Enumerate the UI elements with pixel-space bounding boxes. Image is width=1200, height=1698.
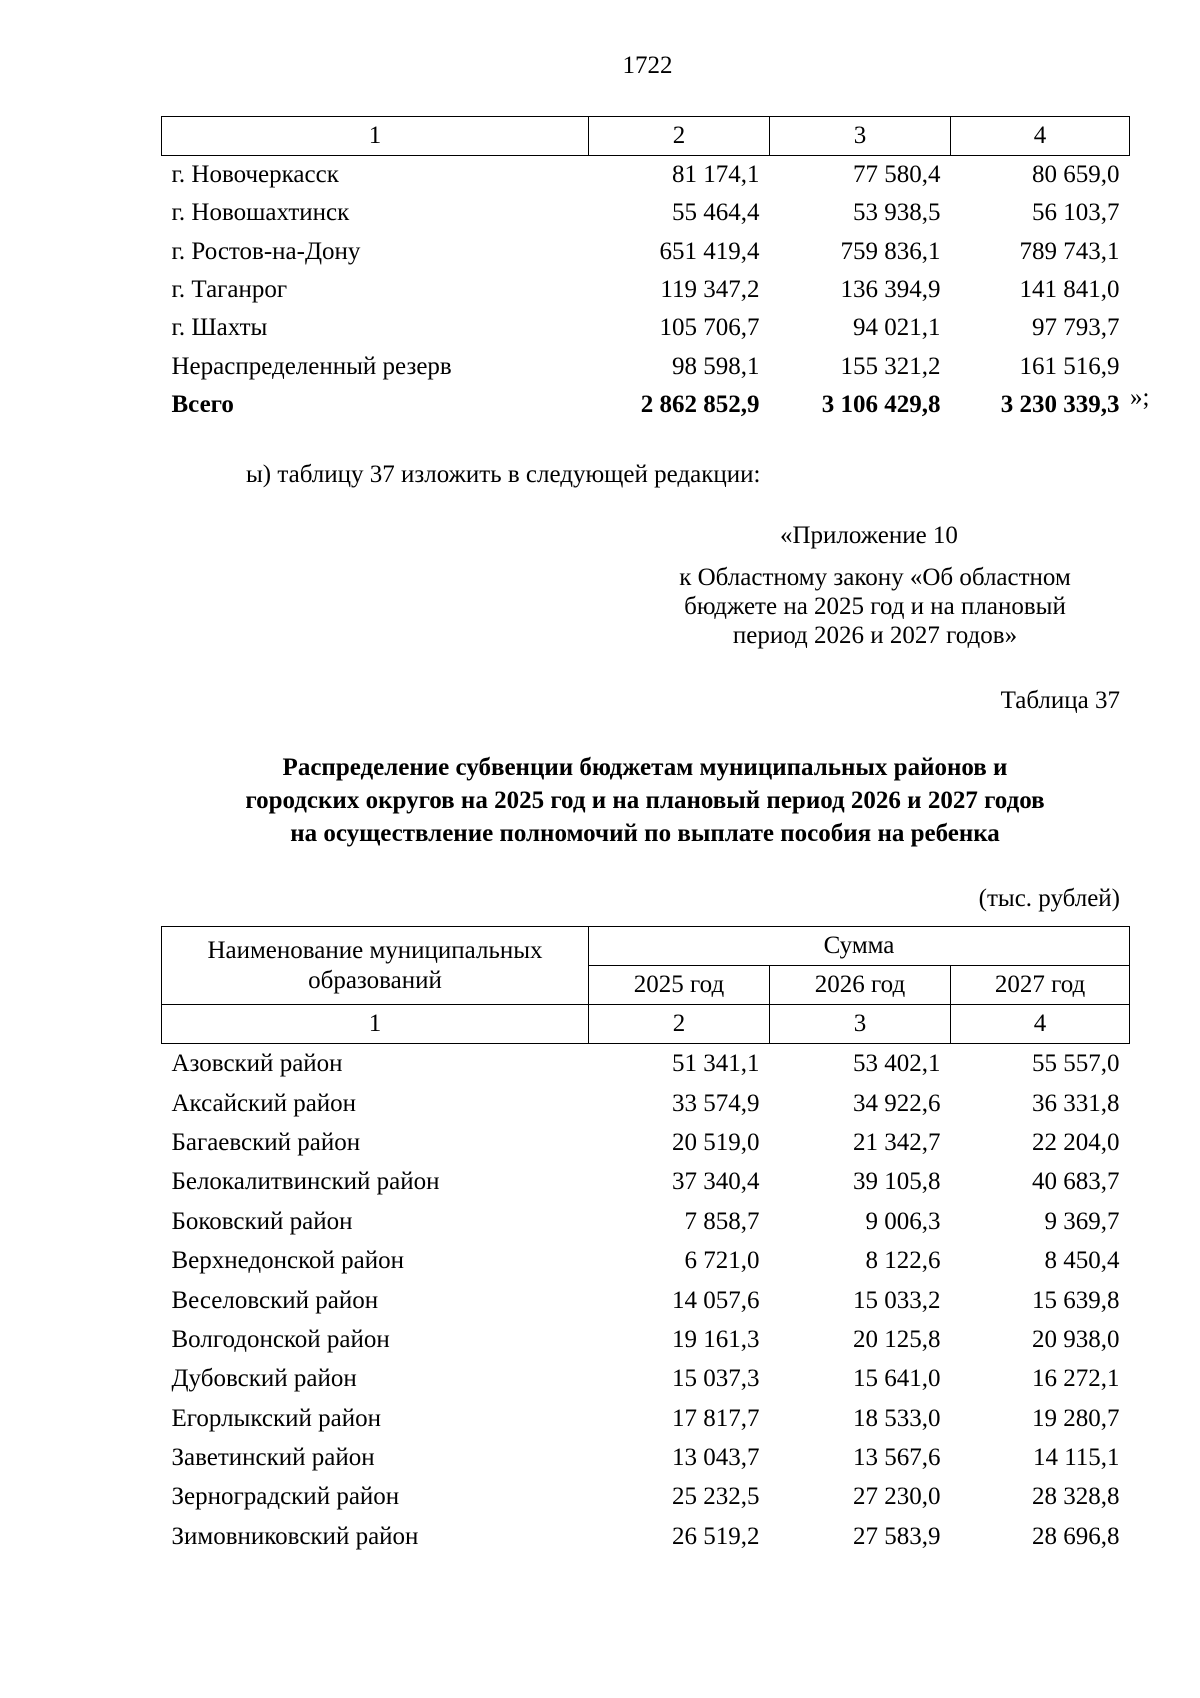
subvention-table: [161, 926, 1129, 1556]
year-header: 2027 год: [951, 966, 1130, 1005]
table-row: [162, 233, 1130, 271]
value-2026: 53 402,1: [853, 1050, 941, 1078]
value-2025: 13 043,7: [672, 1444, 760, 1472]
value-2026: 15 033,2: [853, 1286, 941, 1314]
column-number: 3: [770, 117, 951, 156]
table-row: [162, 1241, 1130, 1280]
municipality-name: Волгодонской район: [171, 1325, 390, 1353]
value-2025: 119 347,2: [660, 276, 760, 304]
header-row: [162, 927, 1130, 966]
table-row: [162, 1044, 1130, 1084]
municipality-name: Веселовский район: [171, 1286, 379, 1314]
value-2027: 22 204,0: [1032, 1128, 1120, 1156]
value-2027: 8 450,4: [1044, 1247, 1120, 1275]
total-row: [162, 386, 1130, 424]
municipality-name: Белокалитвинский район: [171, 1168, 440, 1196]
table-title-line: городских округов на 2025 год и на плановый период 2026 и 2027 годов: [245, 787, 1045, 814]
table-row: [162, 1320, 1130, 1359]
table-label: Таблица 37: [1000, 687, 1120, 714]
municipality-name: г. Новошахтинск: [171, 199, 350, 227]
value-2025: 25 232,5: [672, 1483, 760, 1511]
value-2025: 14 057,6: [672, 1286, 760, 1314]
value-2026: 94 021,1: [853, 314, 941, 342]
table-row: [162, 1399, 1130, 1438]
value-2026: 18 533,0: [853, 1404, 941, 1432]
municipality-name: Заветинский район: [171, 1444, 375, 1472]
table-row: [162, 1162, 1130, 1201]
total-2026: 3 106 429,8: [821, 390, 941, 418]
value-2025: 81 174,1: [672, 161, 760, 189]
sum-header: Сумма: [589, 927, 1130, 966]
municipality-name: Багаевский район: [171, 1128, 361, 1156]
appendix-line: бюджете на 2025 год и на плановый: [684, 593, 1066, 620]
value-2027: 36 331,8: [1032, 1089, 1120, 1117]
value-2026: 39 105,8: [853, 1168, 941, 1196]
value-2026: 155 321,2: [840, 352, 941, 380]
municipality-name: Азовский район: [171, 1050, 343, 1078]
name-column-header: [162, 927, 589, 1005]
municipality-name: Верхнедонской район: [171, 1247, 404, 1275]
header-line: образований: [308, 966, 442, 994]
value-2025: 7 858,7: [684, 1207, 760, 1235]
value-2026: 53 938,5: [853, 199, 941, 227]
municipality-name: Егорлыкский район: [171, 1404, 381, 1432]
column-number: 1: [162, 117, 589, 156]
appendix-title: «Приложение 10: [780, 522, 958, 549]
value-2027: 15 639,8: [1032, 1286, 1120, 1314]
value-2027: 55 557,0: [1032, 1050, 1120, 1078]
table-row: [162, 1359, 1130, 1398]
value-2027: 19 280,7: [1032, 1404, 1120, 1432]
value-2026: 136 394,9: [840, 276, 941, 304]
value-2027: 40 683,7: [1032, 1168, 1120, 1196]
value-2027: 97 793,7: [1032, 314, 1120, 342]
table-row: [162, 1123, 1130, 1162]
table-title-line: Распределение субвенции бюджетам муниципальных районов и: [282, 754, 1008, 781]
closing-quote: »;: [1130, 384, 1150, 411]
value-2026: 27 230,0: [853, 1483, 941, 1511]
year-header: 2026 год: [770, 966, 951, 1005]
value-2025: 15 037,3: [672, 1365, 760, 1393]
table-row: [162, 1438, 1130, 1477]
column-number: 2: [589, 1005, 770, 1044]
value-2025: 37 340,4: [672, 1168, 760, 1196]
value-2027: 80 659,0: [1032, 161, 1120, 189]
value-2027: 28 328,8: [1032, 1483, 1120, 1511]
table-row: [162, 1202, 1130, 1241]
appendix-line: период 2026 и 2027 годов»: [732, 622, 1018, 649]
value-2025: 55 464,4: [672, 199, 760, 227]
value-2025: 17 817,7: [672, 1404, 760, 1432]
value-2026: 34 922,6: [853, 1089, 941, 1117]
total-2025: 2 862 852,9: [640, 390, 760, 418]
municipality-name: Аксайский район: [171, 1089, 357, 1117]
header-line: Наименование муниципальных: [207, 936, 543, 964]
municipality-name: Зимовниковский район: [171, 1522, 419, 1550]
value-2026: 9 006,3: [865, 1207, 941, 1235]
value-2027: 28 696,8: [1032, 1522, 1120, 1550]
table-row: [162, 1083, 1130, 1122]
value-2026: 759 836,1: [840, 237, 941, 265]
value-2026: 21 342,7: [853, 1128, 941, 1156]
continuation-table: [161, 116, 1129, 424]
value-2027: 16 272,1: [1032, 1365, 1120, 1393]
table-row: [162, 194, 1130, 232]
appendix-line: к Областному закону «Об областном: [679, 564, 1071, 591]
value-2027: 789 743,1: [1019, 237, 1120, 265]
value-2025: 26 519,2: [672, 1522, 760, 1550]
value-2025: 20 519,0: [672, 1128, 760, 1156]
total-label: Всего: [171, 390, 234, 418]
table-row: [162, 309, 1130, 347]
value-2027: 161 516,9: [1019, 352, 1120, 380]
value-2027: 56 103,7: [1032, 199, 1120, 227]
column-number: 4: [951, 117, 1130, 156]
value-2027: 9 369,7: [1044, 1207, 1120, 1235]
appendix-reference: [640, 563, 1110, 650]
table-row: [162, 1477, 1130, 1516]
column-number-row: [162, 1005, 1130, 1044]
column-number: 4: [951, 1005, 1130, 1044]
table-title-line: на осуществление полномочий по выплате пособия на ребенка: [290, 820, 1000, 847]
table-row: [162, 156, 1130, 195]
value-2027: 141 841,0: [1019, 276, 1120, 304]
column-number: 3: [770, 1005, 951, 1044]
value-2026: 27 583,9: [853, 1522, 941, 1550]
total-2027: 3 230 339,3: [1000, 390, 1120, 418]
value-2027: 14 115,1: [1032, 1444, 1120, 1472]
value-2025: 33 574,9: [672, 1089, 760, 1117]
table-row: [162, 271, 1130, 309]
table-row: [162, 1517, 1130, 1556]
municipality-name: г. Ростов-на-Дону: [171, 237, 361, 265]
table-row: [162, 347, 1130, 385]
value-2026: 13 567,6: [853, 1444, 941, 1472]
value-2027: 20 938,0: [1032, 1325, 1120, 1353]
municipality-name: г. Новочеркасск: [171, 161, 339, 189]
value-2025: 6 721,0: [684, 1247, 760, 1275]
value-2026: 20 125,8: [853, 1325, 941, 1353]
column-number: 1: [162, 1005, 589, 1044]
units-label: (тыс. рублей): [978, 885, 1120, 912]
column-number-row: [162, 117, 1130, 156]
year-header: 2025 год: [589, 966, 770, 1005]
table-title: [161, 751, 1129, 850]
instruction-text: ы) таблицу 37 изложить в следующей редакции:: [246, 461, 761, 488]
page-number: 1722: [622, 52, 673, 79]
municipality-name: Дубовский район: [171, 1365, 357, 1393]
value-2025: 98 598,1: [672, 352, 760, 380]
column-number: 2: [589, 117, 770, 156]
municipality-name: Зерноградский район: [171, 1483, 400, 1511]
municipality-name: г. Шахты: [171, 314, 268, 342]
value-2025: 105 706,7: [659, 314, 760, 342]
municipality-name: Боковский район: [171, 1207, 353, 1235]
value-2025: 51 341,1: [672, 1050, 760, 1078]
municipality-name: Нераспределенный резерв: [171, 352, 452, 380]
value-2026: 77 580,4: [853, 161, 941, 189]
value-2026: 8 122,6: [865, 1247, 941, 1275]
value-2025: 651 419,4: [659, 237, 760, 265]
table-row: [162, 1280, 1130, 1319]
municipality-name: г. Таганрог: [171, 276, 288, 304]
value-2026: 15 641,0: [853, 1365, 941, 1393]
value-2025: 19 161,3: [672, 1325, 760, 1353]
